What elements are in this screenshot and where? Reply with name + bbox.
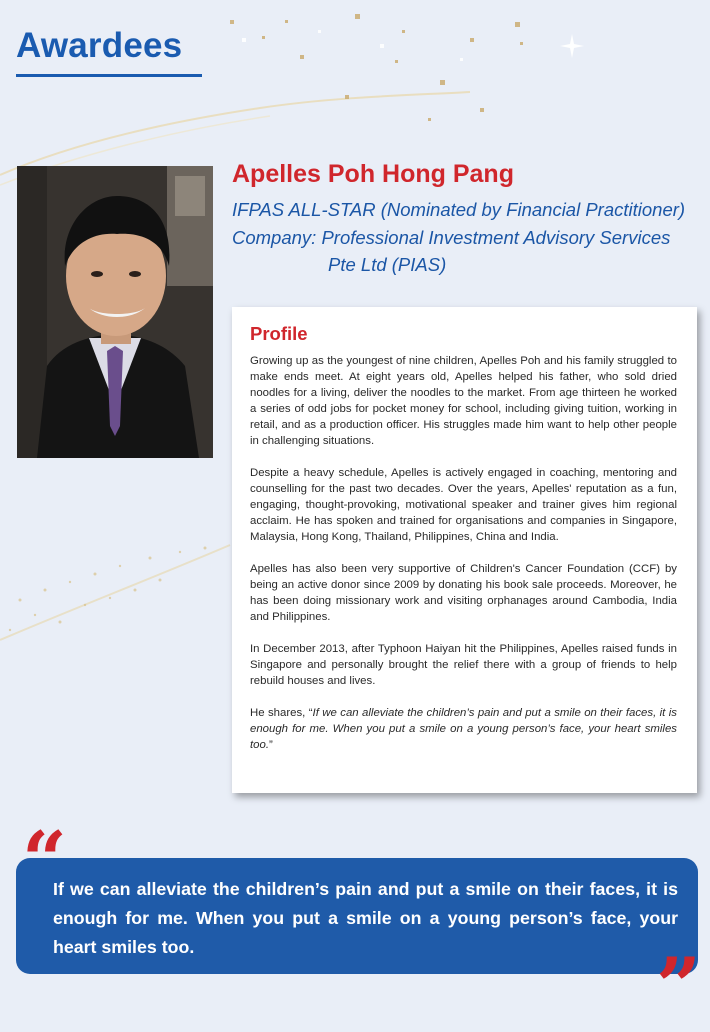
profile-card — [232, 307, 697, 793]
company-line-2: Pte Ltd (PIAS) — [328, 254, 447, 275]
profile-paragraph-4: In December 2013, after Typhoon Haiyan hit the Philippines, Apelles raised funds in Singapore and personally brought the relief there with a group of friends to help rebuild houses and lives. — [250, 643, 677, 687]
quote-italic: If we can alleviate the children’s pain and put a smile on their faces, it is enough for me. When you put a smile on a young person’s face, your heart smiles too. — [250, 707, 677, 751]
open-quote-icon: “ — [22, 815, 67, 906]
awardee-name: Apelles Poh Hong Pang — [232, 160, 514, 188]
pull-quote-text: If we can alleviate the children’s pain and put a smile on their faces, it is enough for me. When you put a smile on a young person’s face, your heart smiles too. — [53, 879, 678, 957]
company-line-1: Company: Professional Investment Advisory Services — [232, 227, 671, 248]
profile-paragraph-2: Despite a heavy schedule, Apelles is actively engaged in coaching, mentoring and counselling for the past two decades. Over the years, Apelles' reputation as a fun, engaging, thought-provoking, motivational speaker and trainer gives him regional acclaim. He has spoken and trained for organisations and companies in Singapore, Malaysia, Hong Kong, Thailand, Philippines, China and India. — [250, 467, 677, 543]
title-underline — [16, 74, 202, 77]
page-title: Awardees — [16, 26, 183, 65]
awardee-photo — [17, 166, 213, 458]
profile-paragraph-5 — [250, 705, 677, 753]
award-title: IFPAS ALL-STAR (Nominated by Financial Practitioner) — [232, 199, 686, 220]
pull-quote-box — [16, 858, 698, 974]
close-quote-icon: ” — [656, 941, 701, 1032]
profile-paragraph-1: Growing up as the youngest of nine children, Apelles Poh and his family struggled to make ends meet. At eight years old, Apelles helped his father, who sold dried noodles for a living, deliver the noodles to the market. From age thirteen he worked a series of odd jobs for pocket money for school, including giving tuition, working in retail, and as a production officer. His struggles made him want to help other people in challenging situations. — [250, 355, 677, 447]
quote-lead: He shares, “ — [250, 707, 313, 719]
portrait-illustration — [17, 166, 213, 458]
profile-heading: Profile — [250, 323, 308, 344]
quote-end: ” — [269, 739, 273, 751]
profile-paragraph-3: Apelles has also been very supportive of Children's Cancer Foundation (CCF) by being an active donor since 2009 by donating his book sale proceeds. Moreover, he has been doing missionary work and visiting orphanages around Cambodia, India and Philippines. — [250, 563, 677, 623]
